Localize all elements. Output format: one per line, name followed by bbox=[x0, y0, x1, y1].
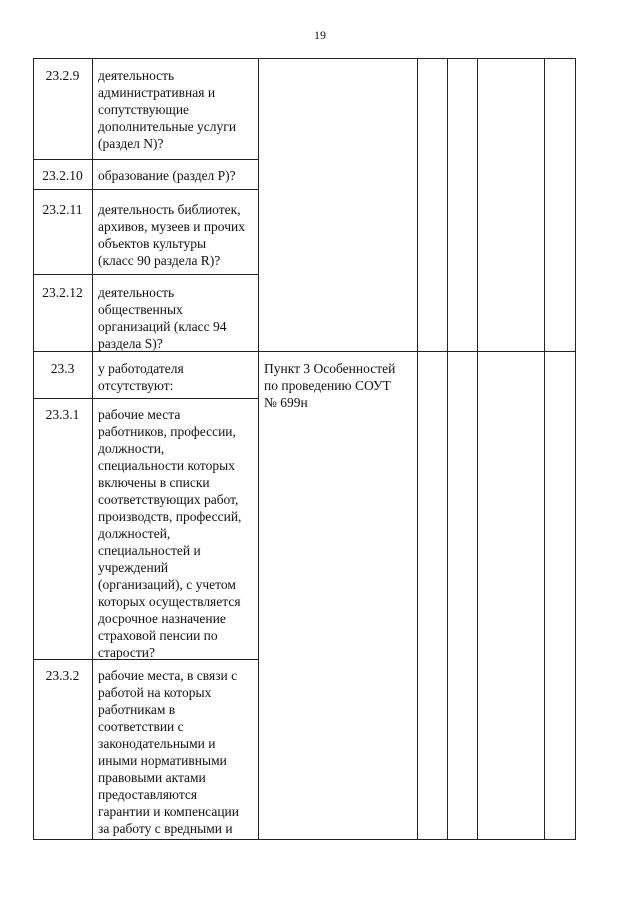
question-text: рабочие места, в связи с работой на которых работникам в соответствии с законодательными и иными нормативными правовыми актами предоставляются гарантии и компенсации за работу с вредными и bbox=[98, 668, 239, 836]
checklist-table bbox=[33, 58, 576, 840]
question-text: деятельность административная и сопутствующие дополнительные услуги (раздел N)? bbox=[98, 68, 237, 151]
row-divider bbox=[33, 189, 259, 190]
question-text: деятельность библиотек, архивов, музеев и прочих объектов культуры (класс 90 раздела R)? bbox=[98, 202, 245, 268]
row-divider bbox=[33, 398, 259, 399]
question-text: рабочие места работников, профессии, должности, специальности которых включены в списки соответствующих работ, производств, профессий, должностей, специальностей и учреждений (организаций), с учетом которых осуществляется досрочное назначение страховой пенсии по старости? bbox=[98, 407, 242, 660]
row-divider bbox=[33, 159, 259, 160]
table-border-bottom bbox=[33, 839, 576, 840]
column-divider bbox=[477, 58, 478, 840]
table-border-top bbox=[33, 58, 576, 59]
row-number: 23.3.2 bbox=[45, 668, 80, 683]
row-number: 23.3.1 bbox=[45, 407, 80, 422]
column-divider bbox=[544, 58, 545, 840]
question-text: у работодателя отсутствуют: bbox=[98, 361, 184, 393]
table-border-right bbox=[575, 58, 576, 840]
row-number: 23.2.11 bbox=[42, 202, 83, 217]
column-divider bbox=[417, 58, 418, 840]
row-divider bbox=[33, 274, 259, 275]
row-number: 23.2.12 bbox=[42, 285, 83, 300]
page-number: 19 bbox=[314, 28, 326, 42]
row-number: 23.3 bbox=[50, 361, 75, 376]
question-text: деятельность общественных организаций (класс 94 раздела S)? bbox=[98, 285, 227, 351]
legal-reference: Пункт 3 Особенностей по проведению СОУТ № 699н bbox=[264, 361, 396, 410]
column-divider bbox=[447, 58, 448, 840]
row-number: 23.2.9 bbox=[45, 68, 80, 83]
column-divider bbox=[92, 58, 93, 840]
row-number: 23.2.10 bbox=[42, 168, 83, 183]
question-text: образование (раздел P)? bbox=[98, 168, 236, 183]
